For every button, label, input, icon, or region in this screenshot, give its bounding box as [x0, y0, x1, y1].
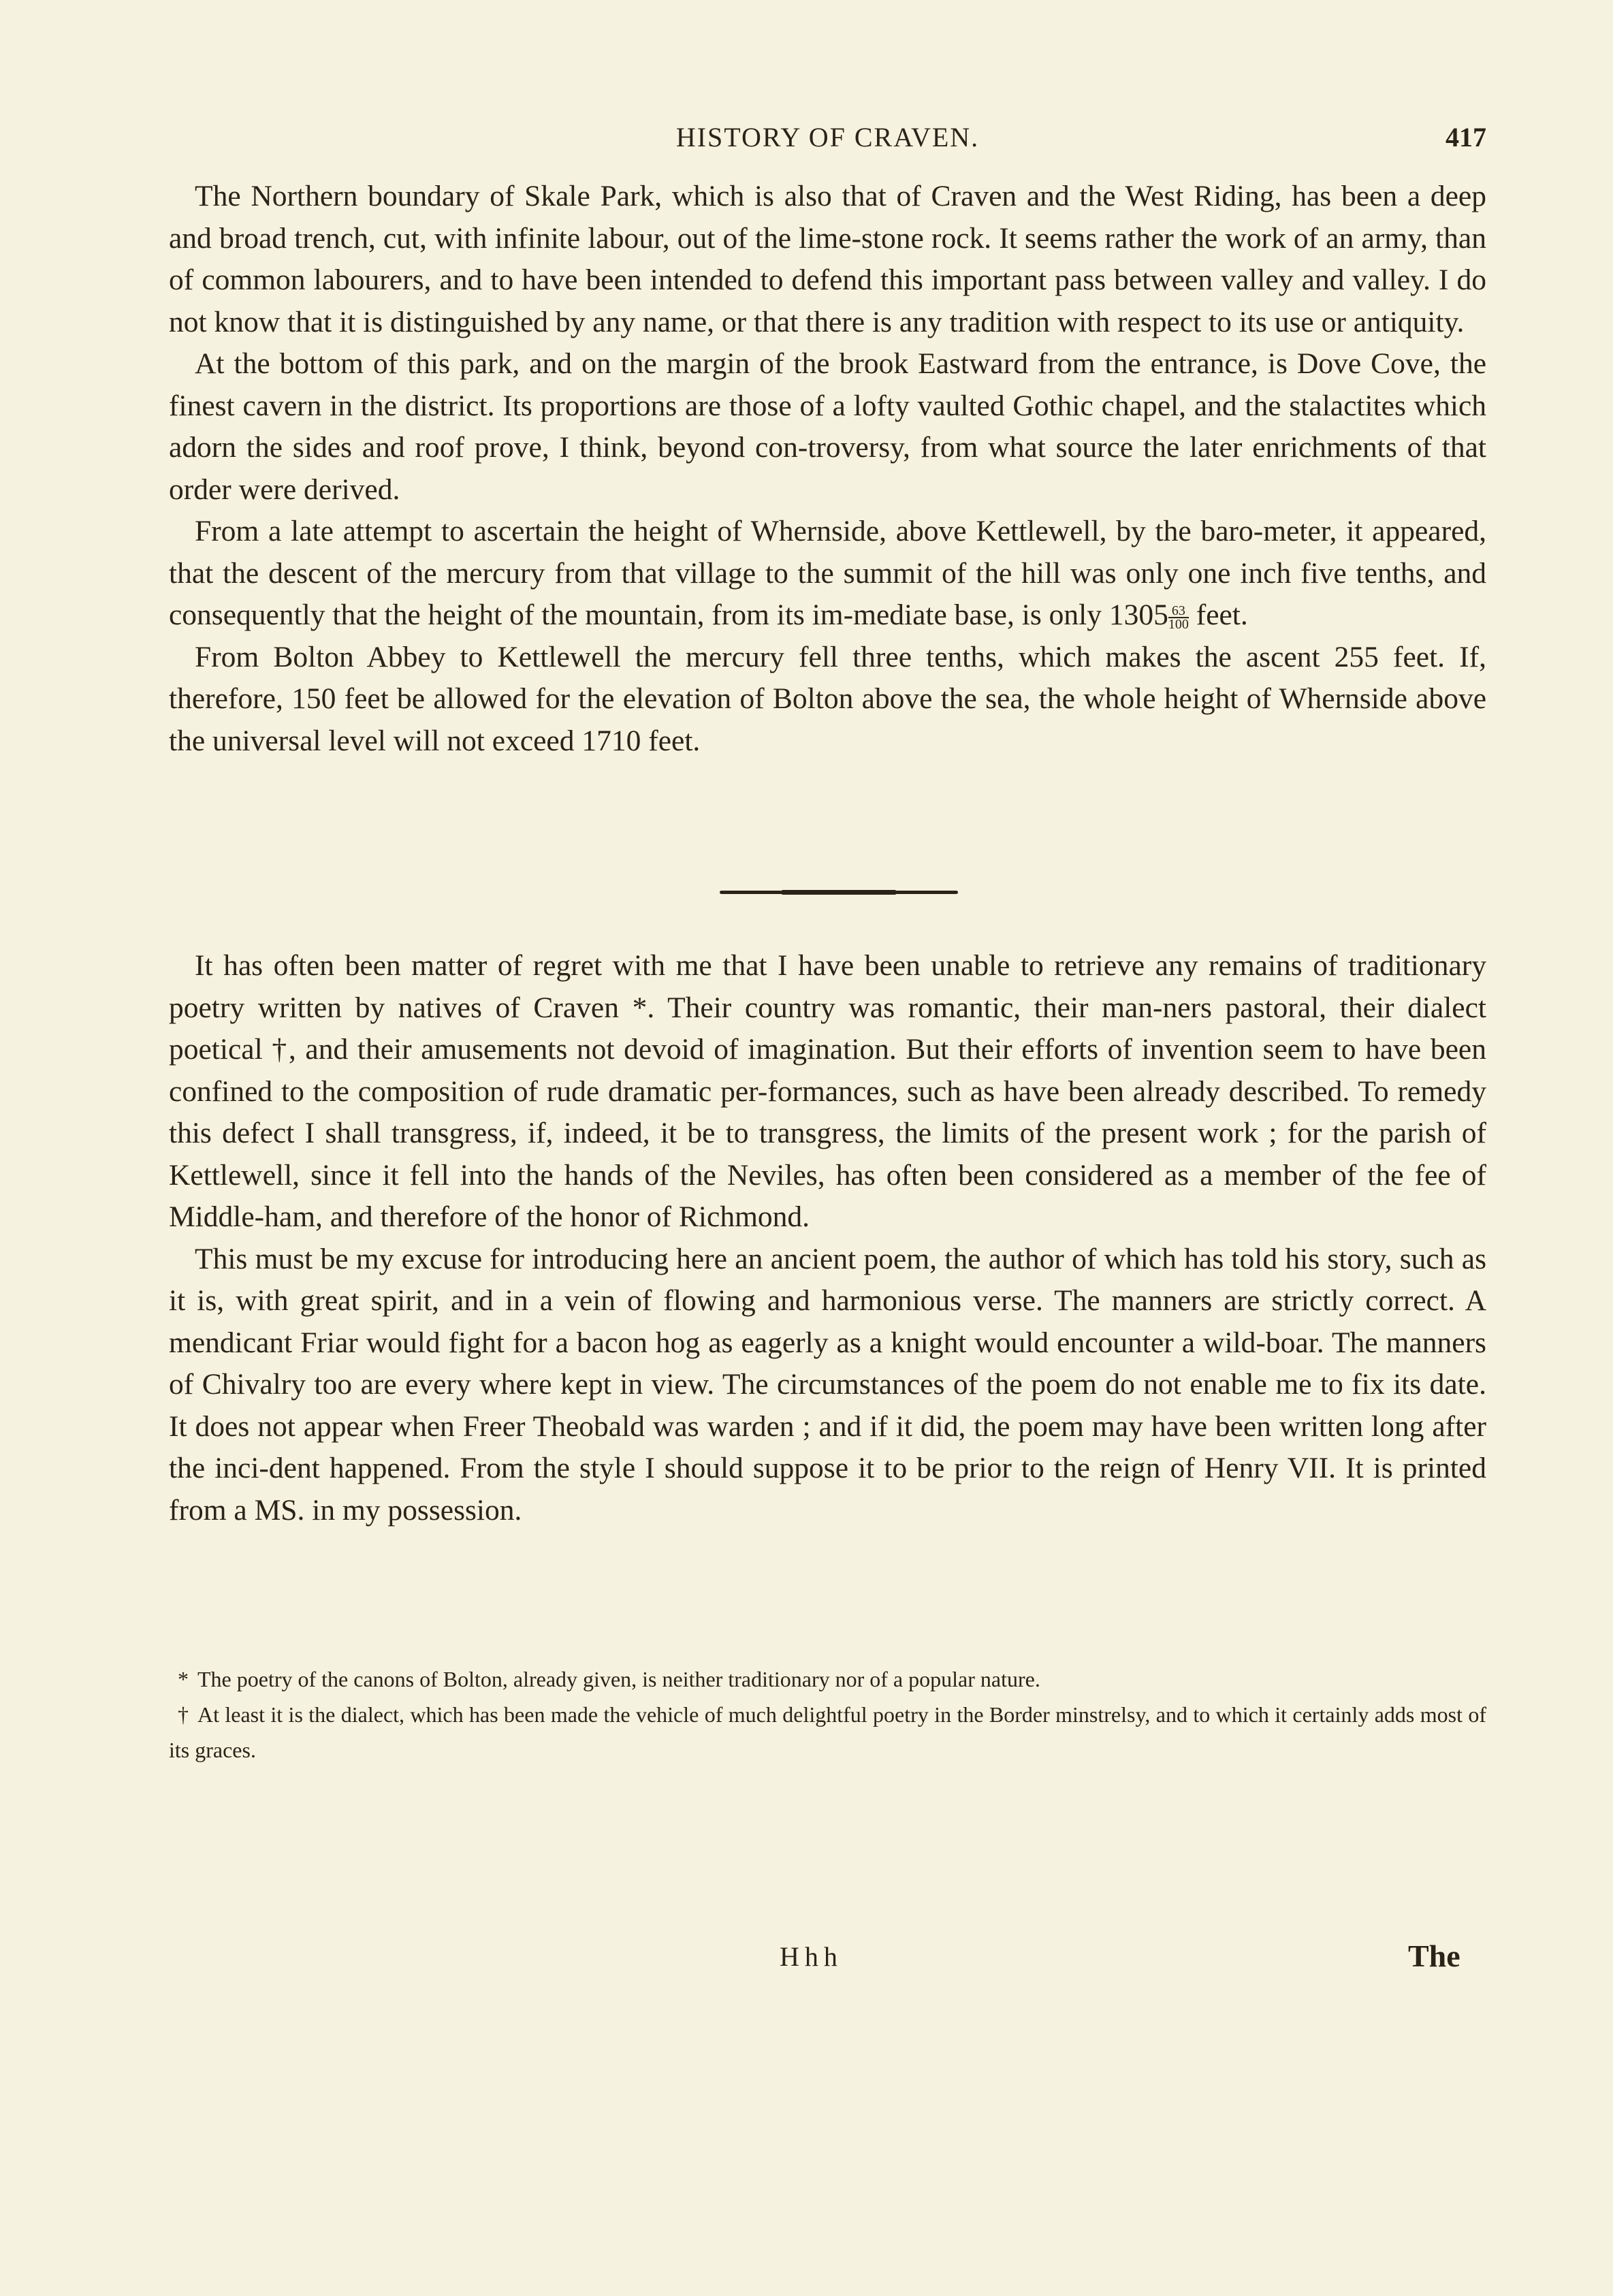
- signature-mark: Hhh: [780, 1941, 843, 1972]
- fraction-numerator: 63: [1168, 605, 1189, 618]
- paragraph-dove-cove: At the bottom of this park, and on the margin of the brook Eastward from the entrance, is Dove Cove, the finest cavern in the district. Its proportions are those of a lofty vaulted Gothic chapel, and the stalactites which adorn the sides and roof prove, I think, beyond con-troversy, from what source the later enrichments of that order were derived.: [169, 347, 1486, 506]
- footnote-2-text: At least it is the dialect, which has been made the vehicle of much delightful poetry in the Border minstrelsy, and to which it certainly adds most of its graces.: [169, 1702, 1486, 1762]
- footnote-1: [169, 1661, 1486, 1697]
- paragraph-traditionary-poetry: It has often been matter of regret with me that I have been unable to retrieve any remains of traditionary poetry written by natives of Craven *. Their country was romantic, their man-ners pastoral, their dialect poetical †, and their amusements not devoid of imagination. But their efforts of invention seem to have been confined to the composition of rude dramatic per-formances, such as have been already described. To remedy this defect I shall transgress, if, indeed, it be to transgress, the limits of the present work ; for the parish of Kettlewell, since it fell into the hands of the Neviles, has often been considered as a member of the fee of Middle-ham, and therefore of the honor of Richmond.: [169, 949, 1486, 1233]
- running-title: HISTORY OF CRAVEN.: [675, 122, 980, 153]
- paragraph-ancient-poem: This must be my excuse for introducing here an ancient poem, the author of which has told his story, such as it is, with great spirit, and in a vein of flowing and harmonious verse. The manners are strictly correct. A mendicant Friar would fight for a bacon hog as eagerly as a knight would encounter a wild-boar. The manners of Chivalry too are every where kept in view. The circumstances of the poem do not enable me to fix its date. It does not appear when Freer Theobald was warden ; and if it did, the poem may have been written long after the inci-dent happened. From the style I should suppose it to be prior to the reign of Henry VII. It is printed from a MS. in my possession.: [169, 1242, 1486, 1527]
- catchword: The: [1408, 1939, 1460, 1973]
- page-number: 417: [1446, 122, 1486, 153]
- body-text-top: [169, 176, 1486, 762]
- paragraph-bolton-abbey: From Bolton Abbey to Kettlewell the mercury fell three tenths, which makes the ascent 255 feet. If, therefore, 150 feet be allowed for the elevation of Bolton above the sea, the whole height of Whernside above the universal level will not exceed 1710 feet.: [169, 640, 1486, 757]
- paragraph-skale-park: The Northern boundary of Skale Park, which is also that of Craven and the West Riding, has been a deep and broad trench, cut, with infinite labour, out of the lime-stone rock. It seems rather the work of an army, than of common labourers, and to have been intended to defend this important pass between valley and valley. I do not know that it is distinguished by any name, or that there is any tradition with respect to its use or antiquity.: [169, 180, 1486, 338]
- section-divider: [720, 891, 958, 894]
- footnote-2: [169, 1697, 1486, 1768]
- footnote-1-text: The poetry of the canons of Bolton, already given, is neither traditionary nor of a popular nature.: [197, 1667, 1040, 1691]
- barometer-text-end: feet.: [1188, 599, 1248, 631]
- footnote-1-marker: *: [178, 1667, 189, 1691]
- body-text-bottom: [169, 945, 1486, 1531]
- barometer-text: From a late attempt to ascertain the height of Whernside, above Kettlewell, by the baro-meter, it appeared, that the descent of the mercury from that village to the summit of the hill was only one inch five tenths, and consequently that the height of the mountain, from its im-mediate base, is only 1305: [169, 515, 1486, 631]
- paragraph-whernside-barometer: [169, 511, 1486, 637]
- footnote-2-marker: †: [178, 1702, 189, 1727]
- page-header: [169, 116, 1486, 163]
- height-fraction: [1168, 605, 1189, 631]
- footnotes: [169, 1661, 1486, 1768]
- fraction-denominator: 100: [1168, 617, 1189, 632]
